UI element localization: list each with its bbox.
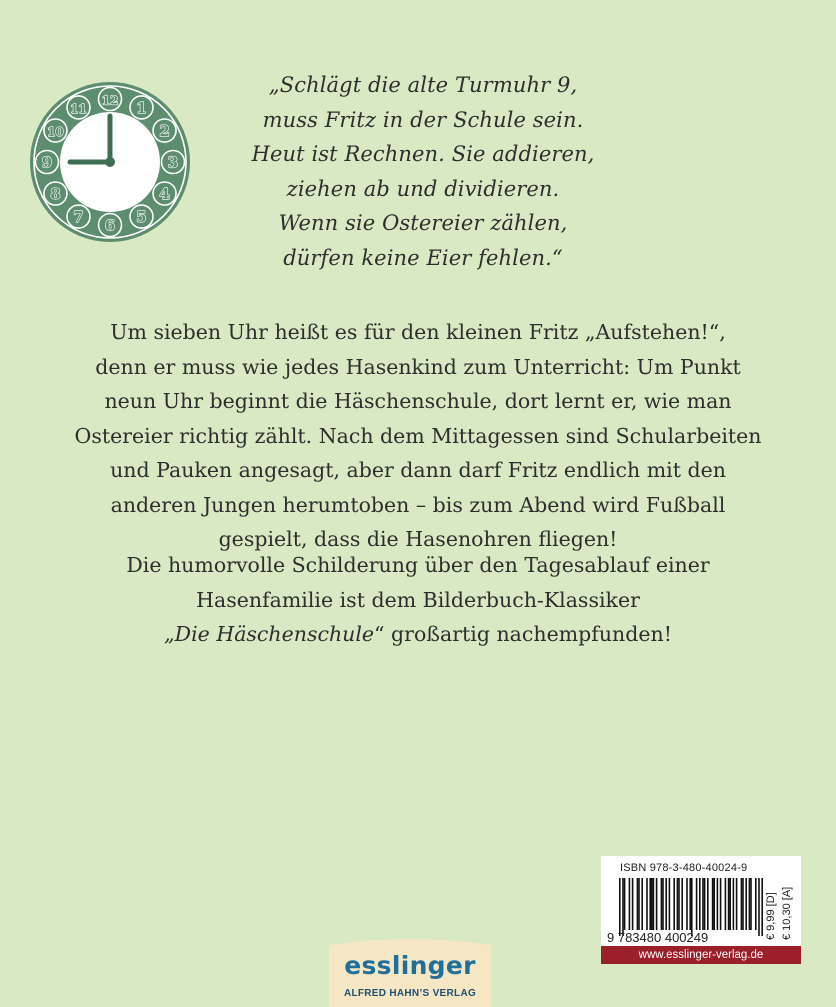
barcode-bar xyxy=(673,878,675,930)
clock-numeral: 1 xyxy=(136,98,147,117)
barcode-bar xyxy=(632,878,634,930)
isbn-number: ISBN 978-3-480-40024-9 xyxy=(620,862,748,874)
barcode-bar xyxy=(745,878,747,930)
book-title: Die Häschenschule xyxy=(174,622,375,646)
barcode-bar xyxy=(699,878,701,930)
barcode-bar xyxy=(629,878,631,930)
price-de: € 9,99 [D] xyxy=(765,892,777,940)
barcode-bar xyxy=(653,878,655,930)
barcode-bar xyxy=(733,878,735,930)
paragraph-line: und Pauken angesagt, aber dann darf Fritz endlich mit den xyxy=(110,458,726,482)
barcode-bar xyxy=(742,878,744,930)
clock-numeral: 11 xyxy=(70,101,87,116)
clock-numeral: 3 xyxy=(167,153,179,172)
clock-numeral: 2 xyxy=(159,122,170,140)
barcode-bar xyxy=(749,878,751,930)
barcode-bar xyxy=(651,878,653,930)
barcode-bar xyxy=(689,878,691,930)
barcode-bar xyxy=(622,878,624,936)
paragraph-line: gespielt, dass die Hasenohren fliegen! xyxy=(218,527,618,551)
barcode-bar xyxy=(729,878,731,930)
poem-line: ziehen ab und dividieren. xyxy=(286,176,560,201)
quote-open: „ xyxy=(164,622,175,646)
barcode-bar xyxy=(720,878,722,930)
publisher-logo xyxy=(329,937,491,1007)
barcode-bar xyxy=(725,878,727,930)
clock-numeral: 5 xyxy=(136,208,147,227)
barcode-bar xyxy=(665,878,667,930)
poem-line: Wenn sie Ostereier zählen, xyxy=(278,211,568,235)
poem-line: Heut ist Rechnen. Sie addieren, xyxy=(251,142,595,166)
description-paragraph-2 xyxy=(60,548,776,652)
paragraph-line: Um sieben Uhr heißt es für den kleinen Fritz „Aufstehen!“, xyxy=(110,320,726,344)
barcode-bar xyxy=(641,878,643,930)
barcode-bar xyxy=(656,878,658,930)
barcode-bar xyxy=(669,878,671,930)
barcode-bar xyxy=(707,878,709,930)
poem-line: dürfen keine Eier fehlen.“ xyxy=(283,245,563,270)
clock-numeral: 9 xyxy=(41,153,53,172)
poem xyxy=(228,68,618,275)
barcode-bar xyxy=(736,878,738,930)
clock-numeral: 7 xyxy=(73,208,84,227)
poem-line: „Schlägt die alte Turmuhr 9, xyxy=(268,73,578,97)
clock-numeral: 4 xyxy=(159,185,170,203)
quote-close: “ großartig nachempfunden! xyxy=(374,622,672,646)
logo-subtitle: ALFRED HAHN’S VERLAG xyxy=(343,988,477,999)
barcode-bar xyxy=(741,878,743,930)
clock-numeral: 10 xyxy=(47,125,64,139)
price-at: € 10,30 [A] xyxy=(781,886,793,940)
barcode-bar xyxy=(686,878,688,930)
barcode-bar xyxy=(646,878,648,930)
barcode-bar xyxy=(638,878,640,930)
clock-numeral: 8 xyxy=(50,185,61,203)
barcode-bar xyxy=(649,878,651,930)
paragraph-line: Ostereier richtig zählt. Nach dem Mittagessen sind Schularbeiten xyxy=(74,423,762,448)
paragraph-line: anderen Jungen herumtoben – bis zum Abend wird Fußball xyxy=(110,492,726,517)
barcode-bar xyxy=(677,878,679,930)
barcode-digits: 9 783480 400249 xyxy=(607,930,709,945)
clock-numeral: 6 xyxy=(104,216,116,235)
barcode-bar xyxy=(662,878,664,930)
barcode-bar xyxy=(713,878,715,930)
barcode-bar xyxy=(624,878,626,930)
barcode-bar xyxy=(661,878,663,930)
barcode-bar xyxy=(712,878,714,930)
poem-line: muss Fritz in der Schule sein. xyxy=(262,107,584,132)
barcode-bar xyxy=(696,878,698,930)
paragraph-line xyxy=(60,617,776,652)
clock-illustration xyxy=(28,80,192,244)
paragraph-line: Hasenfamilie ist dem Bilderbuch-Klassiker xyxy=(196,587,640,612)
barcode-bar xyxy=(637,878,639,930)
barcode-bar xyxy=(704,878,706,930)
barcode-bar xyxy=(702,878,704,930)
logo-wordmark: esslinger xyxy=(344,951,476,980)
barcode-bar xyxy=(678,878,680,930)
barcode-bar xyxy=(691,878,693,936)
description-paragraph-1 xyxy=(60,315,776,557)
paragraph-line: Die humorvolle Schilderung über den Tagesablauf einer xyxy=(126,553,710,577)
publisher-url: www.esslinger-verlag.de xyxy=(601,946,801,964)
barcode-bar xyxy=(750,878,752,930)
paragraph-line: denn er muss wie jedes Hasenkind zum Unterricht: Um Punkt xyxy=(95,354,741,379)
barcode-bar xyxy=(681,878,683,930)
barcode-bar xyxy=(717,878,719,930)
barcode-bar xyxy=(728,878,730,930)
clock-numeral: 12 xyxy=(101,93,119,108)
paragraph-line: neun Uhr beginnt die Häschenschule, dort lernt er, wie man xyxy=(104,389,732,413)
price-block xyxy=(760,870,802,942)
barcode-bar xyxy=(619,878,621,936)
barcode-bar xyxy=(755,878,757,930)
